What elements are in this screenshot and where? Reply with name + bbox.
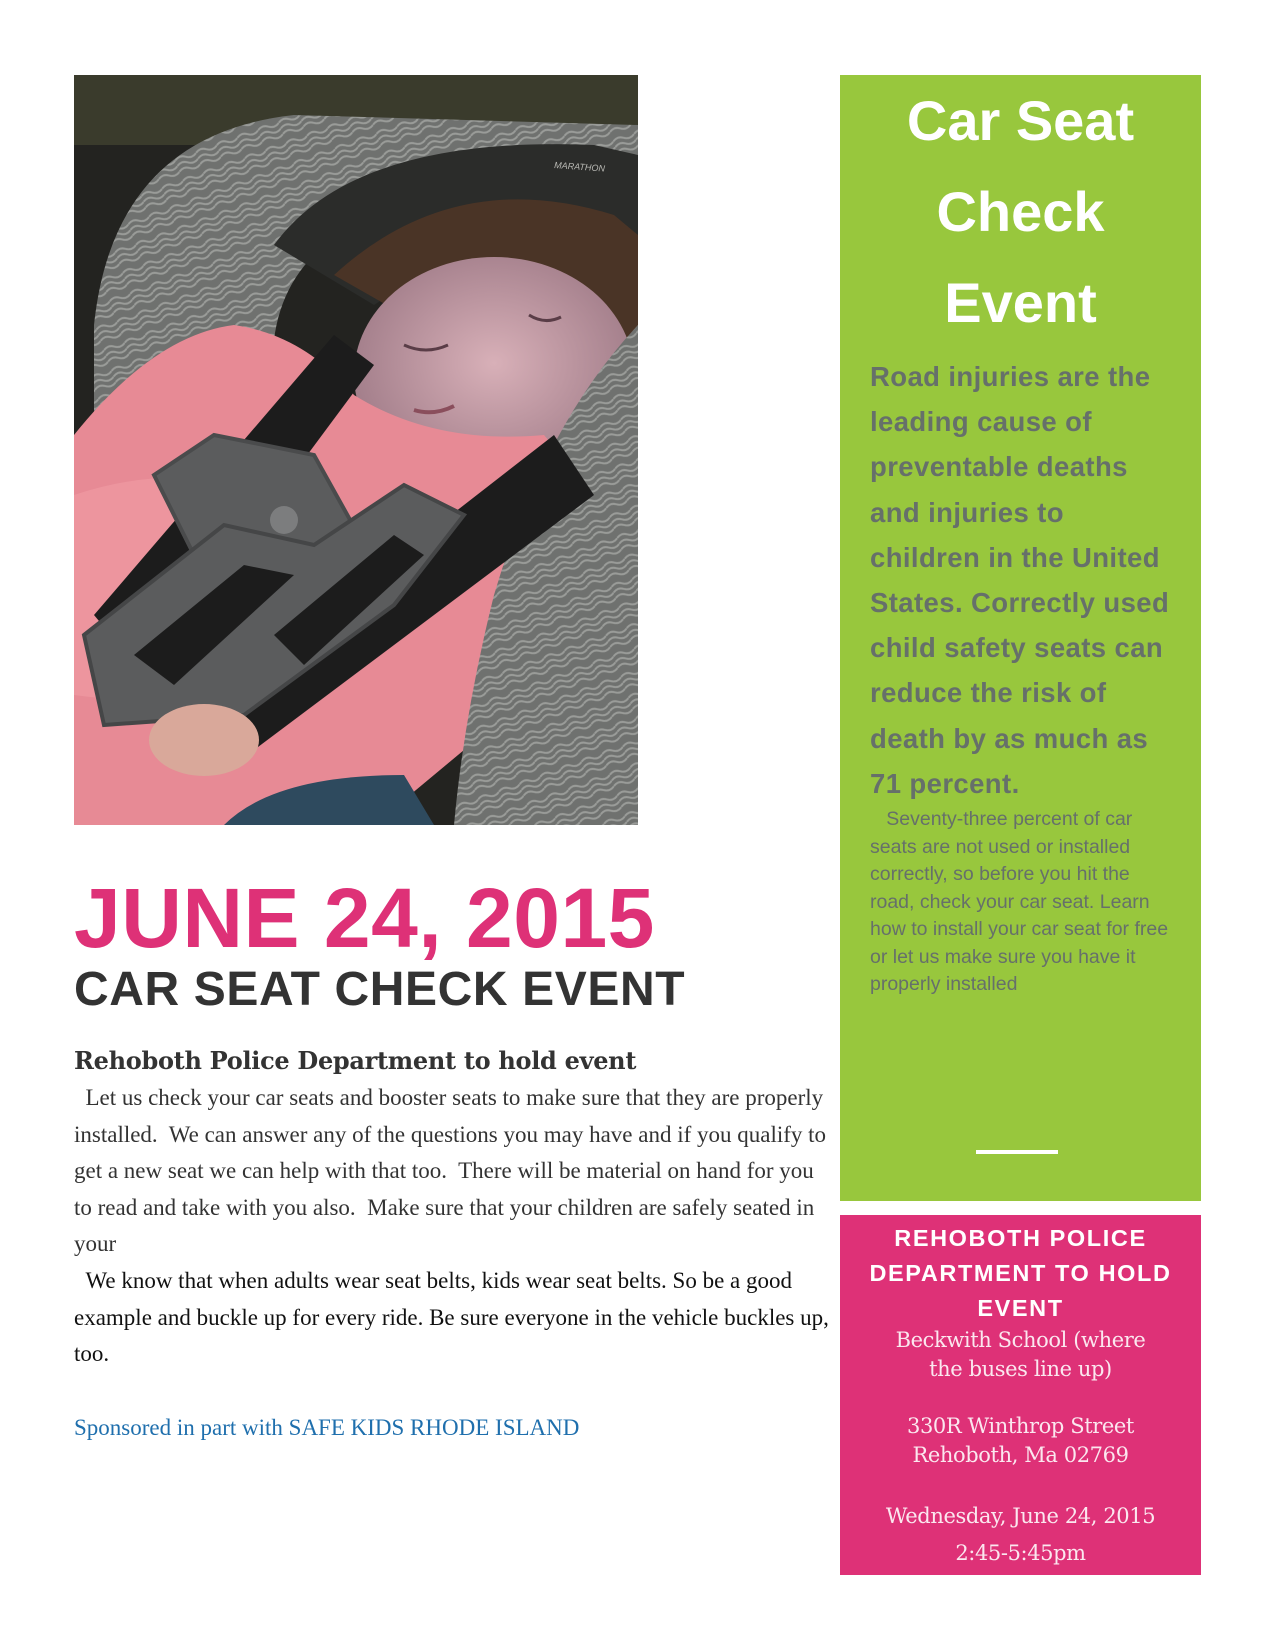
event-subheading: Rehoboth Police Department to hold event [74, 1046, 637, 1075]
sidebar-body-text: Seventy-three percent of car seats are not used or installed correctly, so before you hit the road, check your car seat. Learn how to install your car seat for free or let us make sure you have it properly installed [870, 808, 1169, 996]
spacer [840, 1470, 1201, 1498]
address-line-1: 330R Winthrop Street [907, 1414, 1134, 1438]
event-time: 2:45-5:45pm [955, 1541, 1086, 1565]
event-date: Wednesday, June 24, 2015 [885, 1504, 1156, 1528]
photo-illustration [74, 75, 638, 825]
event-box-title: REHOBOTH POLICE DEPARTMENT TO HOLD EVENT [869, 1225, 1172, 1321]
body-paragraph-1: Let us check your car seats and booster seats to make sure that they are properly installed. We can answer any of the questions you may have and if you qualify to get a new seat we can help with that too. There will be material on hand for you to read and take with you also. Make sure that your children are safely seated in your [74, 1085, 827, 1257]
location-line-2: the buses line up) [929, 1357, 1112, 1381]
event-date-heading: JUNE 24, 2015 [74, 871, 655, 965]
sidebar-lead-statistic: Road injuries are the leading cause of preventable deaths and injuries to children in the United States. Correctly used child safety seats can reduce the risk of death by as much as 71 percent. [870, 361, 1170, 799]
sidebar-divider [976, 1150, 1058, 1154]
location-line-1: Beckwith School (where [895, 1328, 1146, 1352]
event-details-box [840, 1215, 1201, 1575]
address-line-2: Rehoboth, Ma 02769 [912, 1443, 1129, 1467]
sidebar-title-line-3: Event [944, 271, 1097, 334]
main-content [74, 870, 834, 1443]
body-paragraph-2: We know that when adults wear seat belts, kids wear seat belts. So be a good example and buckle up for every ride. Be sure everyone in the vehicle buckles up, too. [74, 1267, 829, 1367]
sponsor-line: Sponsored in part with SAFE KIDS RHODE ISLAND [74, 1414, 580, 1440]
sidebar-title-line-2: Check [936, 180, 1105, 243]
sidebar-title-line-1: Car Seat [906, 89, 1135, 152]
seat-brand-text: MARATHON [553, 160, 606, 174]
event-title-heading: CAR SEAT CHECK EVENT [74, 963, 686, 1016]
info-sidebar [840, 75, 1201, 1201]
sidebar-title [840, 75, 1201, 348]
spacer [840, 1384, 1201, 1412]
child-car-seat-photo [74, 75, 638, 825]
